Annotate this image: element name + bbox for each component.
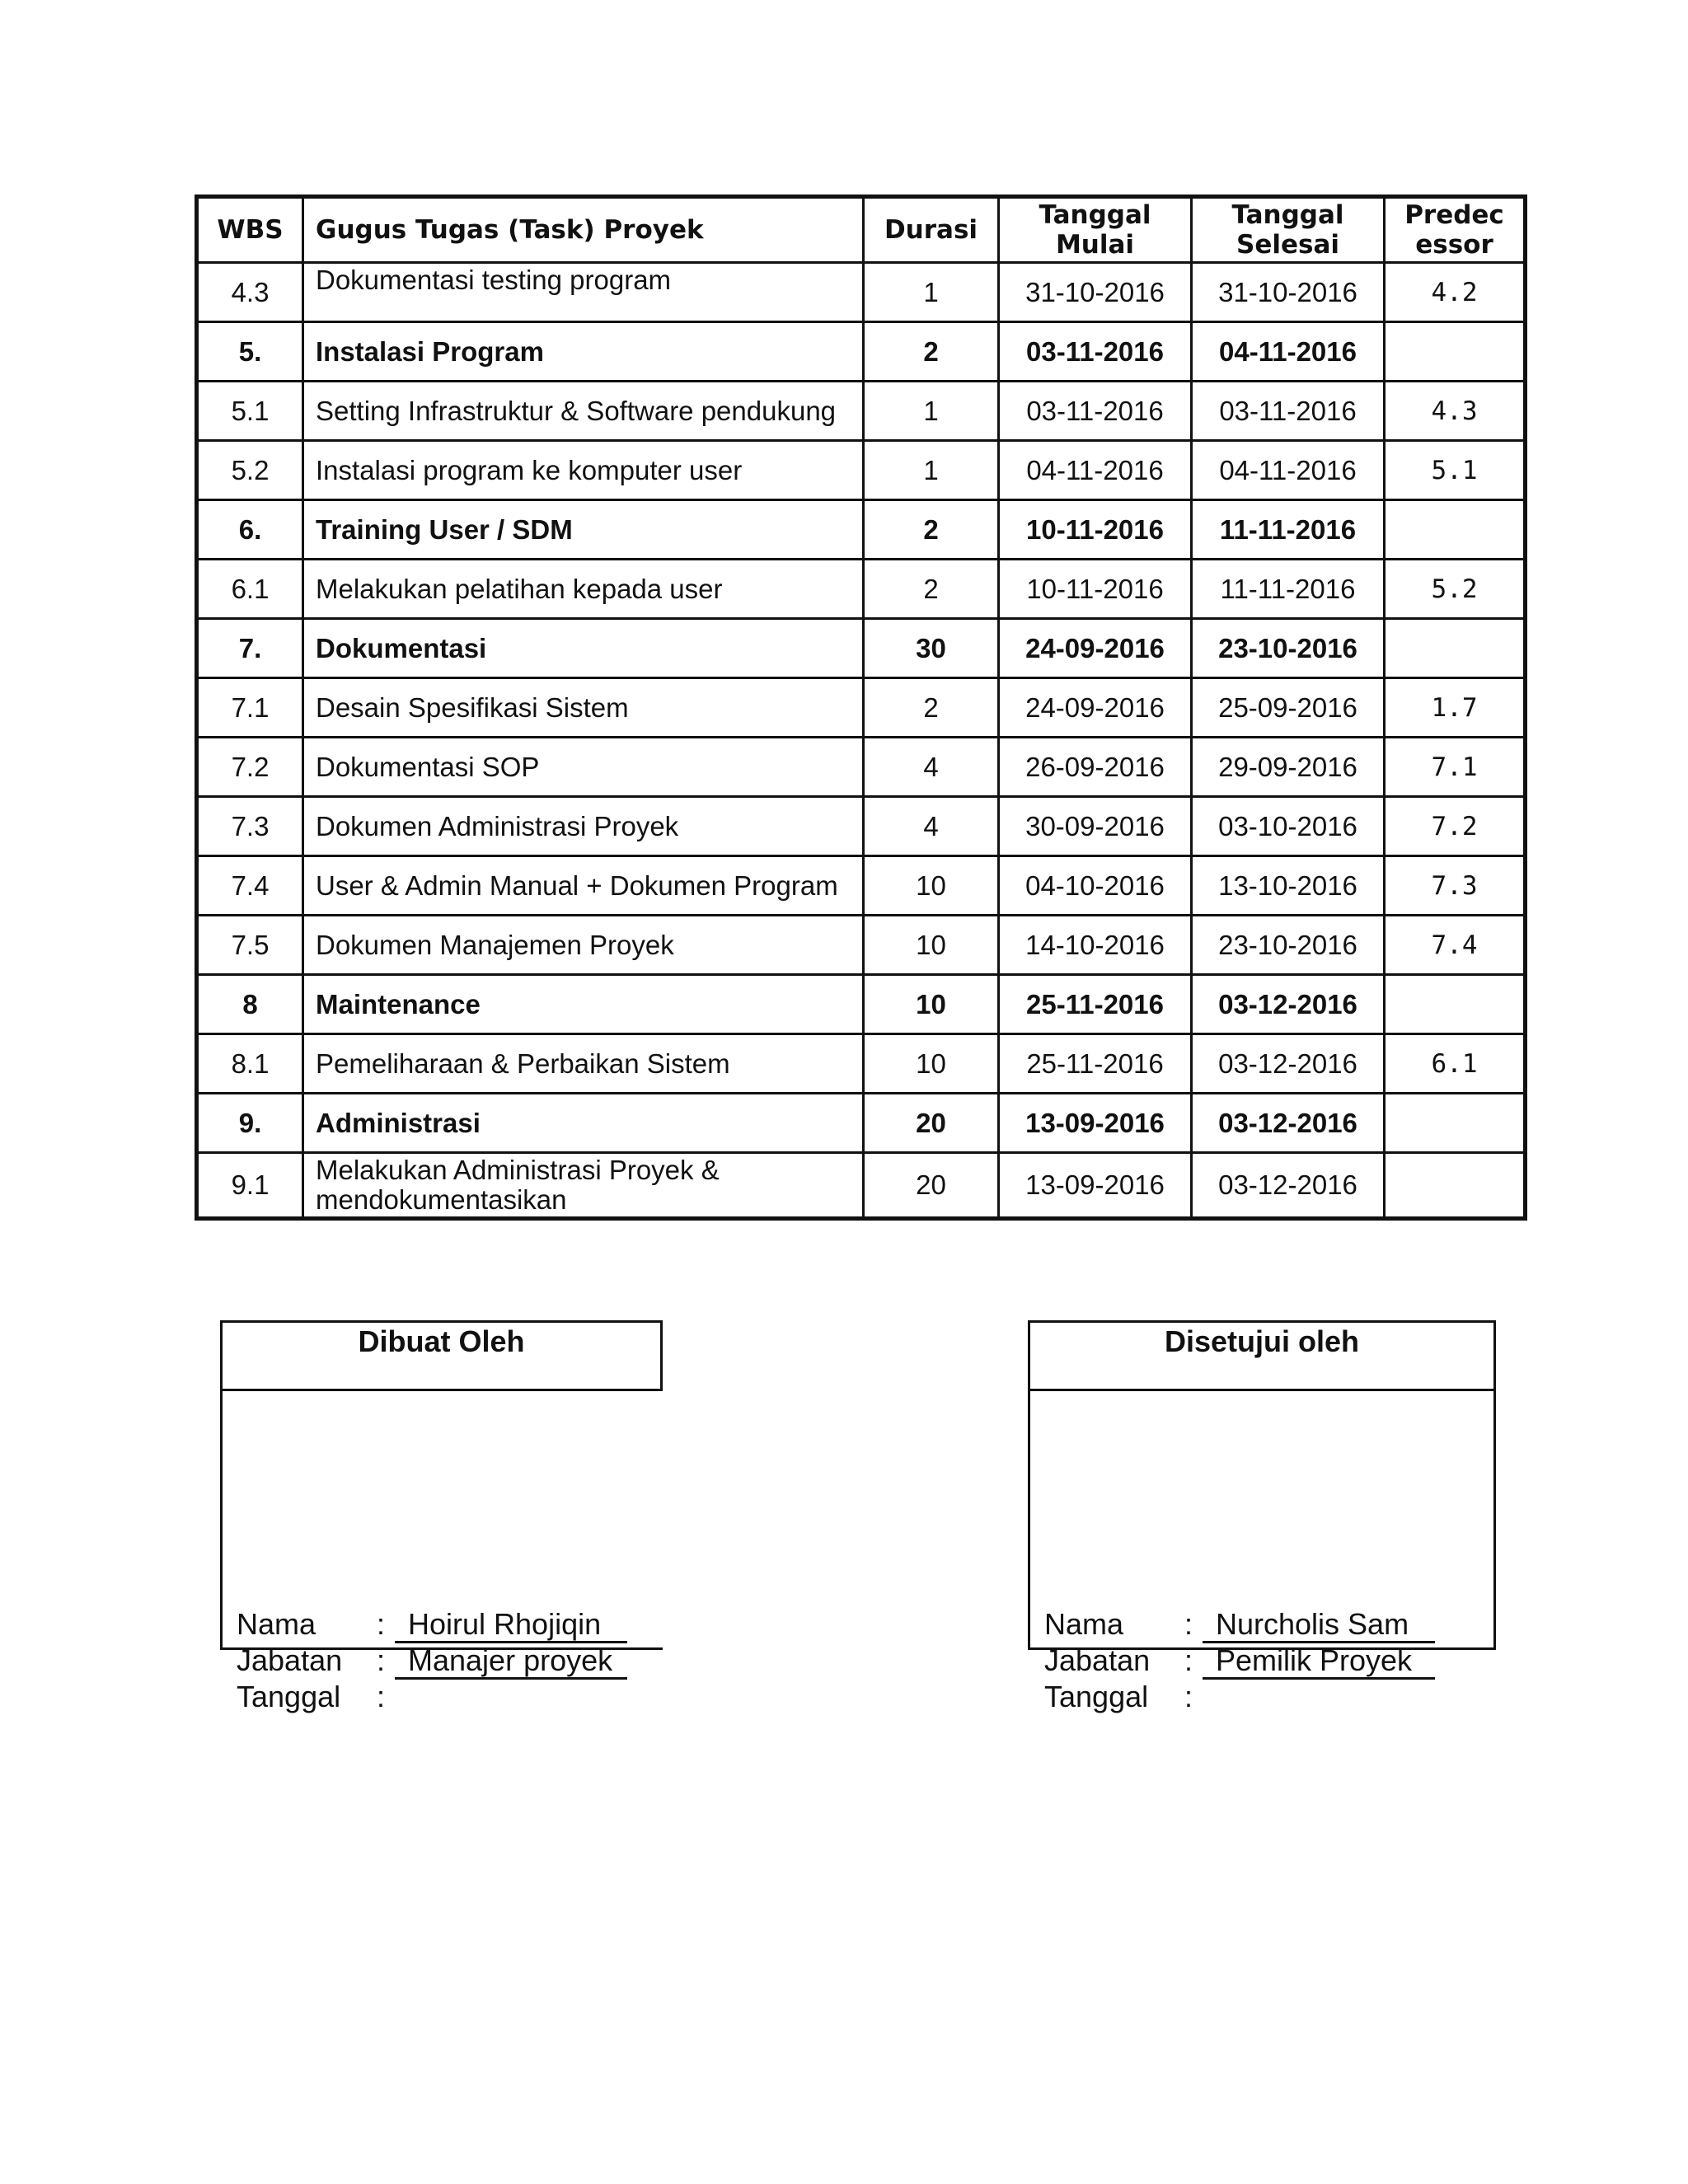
cell-predecessor: [1385, 1153, 1526, 1219]
cell-wbs: 7.1: [197, 678, 303, 738]
position-label: Jabatan: [1044, 1643, 1151, 1677]
cell-durasi: 2: [864, 322, 999, 382]
cell-tanggal-mulai: 14-10-2016: [999, 916, 1192, 975]
cell-durasi: 1: [864, 382, 999, 441]
name-line: [237, 1607, 627, 1643]
cell-tanggal-selesai: 03-12-2016: [1192, 1094, 1385, 1153]
cell-task: Dokumentasi SOP: [303, 738, 864, 797]
cell-durasi: 10: [864, 856, 999, 916]
cell-durasi: 10: [864, 916, 999, 975]
cell-tanggal-selesai: 31-10-2016: [1192, 263, 1385, 322]
cell-tanggal-mulai: 04-10-2016: [999, 856, 1192, 916]
table-row: [197, 382, 1526, 441]
date-line: [237, 1680, 627, 1714]
cell-wbs: 9.1: [197, 1153, 303, 1219]
cell-wbs: 8.1: [197, 1034, 303, 1094]
cell-wbs: 7.4: [197, 856, 303, 916]
cell-predecessor: [1385, 975, 1526, 1034]
cell-predecessor: 7.3: [1385, 856, 1526, 916]
name-label: Nama: [1044, 1607, 1124, 1641]
cell-wbs: 9.: [197, 1094, 303, 1153]
cell-durasi: 10: [864, 1034, 999, 1094]
cell-predecessor: 1.7: [1385, 678, 1526, 738]
cell-tanggal-mulai: 03-11-2016: [999, 322, 1192, 382]
cell-predecessor: 6.1: [1385, 1034, 1526, 1094]
wbs-schedule-table: [195, 194, 1527, 1221]
table-row: [197, 1034, 1526, 1094]
cell-task: Instalasi Program: [303, 322, 864, 382]
header-durasi: Durasi: [864, 197, 999, 263]
cell-tanggal-selesai: 03-12-2016: [1192, 1153, 1385, 1219]
table-row: [197, 797, 1526, 856]
table-row: [197, 1153, 1526, 1219]
cell-task: Setting Infrastruktur & Software pendukung: [303, 382, 864, 441]
signature-body: [1028, 1391, 1496, 1713]
position-line: [237, 1643, 627, 1680]
signature-box-made-by: [220, 1320, 663, 1713]
signature-title: Disetujui oleh: [1028, 1320, 1496, 1391]
cell-tanggal-selesai: 11-11-2016: [1192, 560, 1385, 619]
cell-task: Dokumentasi: [303, 619, 864, 678]
cell-tanggal-mulai: 13-09-2016: [999, 1094, 1192, 1153]
cell-tanggal-selesai: 03-12-2016: [1192, 1034, 1385, 1094]
name-label: Nama: [237, 1607, 316, 1641]
cell-tanggal-mulai: 25-11-2016: [999, 1034, 1192, 1094]
cell-predecessor: [1385, 1094, 1526, 1153]
cell-durasi: 30: [864, 619, 999, 678]
cell-predecessor: 7.4: [1385, 916, 1526, 975]
table-row: [197, 500, 1526, 560]
cell-durasi: 2: [864, 678, 999, 738]
cell-wbs: 5.: [197, 322, 303, 382]
cell-wbs: 7.: [197, 619, 303, 678]
cell-tanggal-mulai: 03-11-2016: [999, 382, 1192, 441]
header-task: Gugus Tugas (Task) Proyek: [303, 197, 864, 263]
table-header-row: [197, 197, 1526, 263]
cell-tanggal-selesai: 04-11-2016: [1192, 322, 1385, 382]
cell-wbs: 4.3: [197, 263, 303, 322]
table-row: [197, 1094, 1526, 1153]
table-row: [197, 738, 1526, 797]
table-row: [197, 441, 1526, 500]
table-row: [197, 263, 1526, 322]
table-row: [197, 856, 1526, 916]
position-value: Manajer proyek: [395, 1644, 627, 1680]
colon: :: [377, 1643, 386, 1677]
cell-predecessor: 4.3: [1385, 382, 1526, 441]
cell-durasi: 2: [864, 500, 999, 560]
cell-durasi: 2: [864, 560, 999, 619]
table-row: [197, 560, 1526, 619]
date-line: [1044, 1680, 1435, 1714]
cell-tanggal-selesai: 23-10-2016: [1192, 619, 1385, 678]
cell-tanggal-selesai: 03-12-2016: [1192, 975, 1385, 1034]
position-line: [1044, 1643, 1435, 1680]
cell-wbs: 7.5: [197, 916, 303, 975]
table-row: [197, 678, 1526, 738]
cell-durasi: 10: [864, 975, 999, 1034]
cell-wbs: 6.1: [197, 560, 303, 619]
table-row: [197, 916, 1526, 975]
name-line: [1044, 1607, 1435, 1643]
header-tanggal-mulai: Tanggal Mulai: [999, 197, 1192, 263]
cell-tanggal-mulai: 10-11-2016: [999, 500, 1192, 560]
table-row: [197, 322, 1526, 382]
cell-durasi: 20: [864, 1094, 999, 1153]
table-row: [197, 619, 1526, 678]
cell-tanggal-selesai: 29-09-2016: [1192, 738, 1385, 797]
cell-predecessor: 7.2: [1385, 797, 1526, 856]
cell-task: Instalasi program ke komputer user: [303, 441, 864, 500]
colon: :: [1184, 1680, 1193, 1713]
name-value: Nurcholis Sam: [1203, 1608, 1435, 1643]
signature-body: [220, 1391, 663, 1713]
colon: :: [377, 1680, 386, 1713]
cell-durasi: 4: [864, 738, 999, 797]
cell-wbs: 5.1: [197, 382, 303, 441]
cell-tanggal-mulai: 30-09-2016: [999, 797, 1192, 856]
cell-task: User & Admin Manual + Dokumen Program: [303, 856, 864, 916]
colon: :: [1184, 1607, 1193, 1641]
colon: :: [1184, 1643, 1193, 1677]
cell-tanggal-mulai: 25-11-2016: [999, 975, 1192, 1034]
cell-tanggal-mulai: 24-09-2016: [999, 619, 1192, 678]
cell-tanggal-mulai: 13-09-2016: [999, 1153, 1192, 1219]
cell-predecessor: 5.1: [1385, 441, 1526, 500]
cell-tanggal-selesai: 04-11-2016: [1192, 441, 1385, 500]
cell-durasi: 1: [864, 441, 999, 500]
cell-tanggal-selesai: 03-10-2016: [1192, 797, 1385, 856]
header-predecessor: Predec essor: [1385, 197, 1526, 263]
signature-box-approved-by: [1028, 1320, 1496, 1713]
cell-predecessor: 4.2: [1385, 263, 1526, 322]
cell-predecessor: [1385, 500, 1526, 560]
header-tanggal-selesai: Tanggal Selesai: [1192, 197, 1385, 263]
cell-predecessor: [1385, 322, 1526, 382]
cell-durasi: 20: [864, 1153, 999, 1219]
cell-task: Dokumen Administrasi Proyek: [303, 797, 864, 856]
table-row: [197, 975, 1526, 1034]
cell-task: Desain Spesifikasi Sistem: [303, 678, 864, 738]
cell-tanggal-mulai: 24-09-2016: [999, 678, 1192, 738]
cell-tanggal-selesai: 23-10-2016: [1192, 916, 1385, 975]
cell-task: Dokumentasi testing program: [303, 263, 864, 322]
cell-task: Pemeliharaan & Perbaikan Sistem: [303, 1034, 864, 1094]
cell-wbs: 7.3: [197, 797, 303, 856]
cell-tanggal-mulai: 04-11-2016: [999, 441, 1192, 500]
cell-task: Dokumen Manajemen Proyek: [303, 916, 864, 975]
cell-tanggal-selesai: 11-11-2016: [1192, 500, 1385, 560]
cell-tanggal-mulai: 26-09-2016: [999, 738, 1192, 797]
cell-wbs: 6.: [197, 500, 303, 560]
cell-task: Training User / SDM: [303, 500, 864, 560]
cell-task: Melakukan pelatihan kepada user: [303, 560, 864, 619]
header-wbs: WBS: [197, 197, 303, 263]
cell-predecessor: [1385, 619, 1526, 678]
cell-wbs: 5.2: [197, 441, 303, 500]
cell-task: Melakukan Administrasi Proyek & mendokumentasikan: [303, 1153, 864, 1219]
cell-tanggal-selesai: 13-10-2016: [1192, 856, 1385, 916]
position-label: Jabatan: [237, 1643, 343, 1677]
table-body: [197, 263, 1526, 1219]
cell-task: Administrasi: [303, 1094, 864, 1153]
cell-durasi: 4: [864, 797, 999, 856]
date-label: Tanggal: [237, 1680, 341, 1713]
cell-tanggal-selesai: 25-09-2016: [1192, 678, 1385, 738]
cell-tanggal-mulai: 10-11-2016: [999, 560, 1192, 619]
cell-tanggal-selesai: 03-11-2016: [1192, 382, 1385, 441]
position-value: Pemilik Proyek: [1203, 1644, 1435, 1680]
cell-task: Maintenance: [303, 975, 864, 1034]
date-label: Tanggal: [1044, 1680, 1149, 1713]
cell-predecessor: 5.2: [1385, 560, 1526, 619]
colon: :: [377, 1607, 386, 1641]
cell-durasi: 1: [864, 263, 999, 322]
name-value: Hoirul Rhojiqin: [395, 1608, 627, 1643]
signature-title: Dibuat Oleh: [220, 1320, 663, 1391]
cell-tanggal-mulai: 31-10-2016: [999, 263, 1192, 322]
cell-wbs: 8: [197, 975, 303, 1034]
cell-wbs: 7.2: [197, 738, 303, 797]
cell-predecessor: 7.1: [1385, 738, 1526, 797]
